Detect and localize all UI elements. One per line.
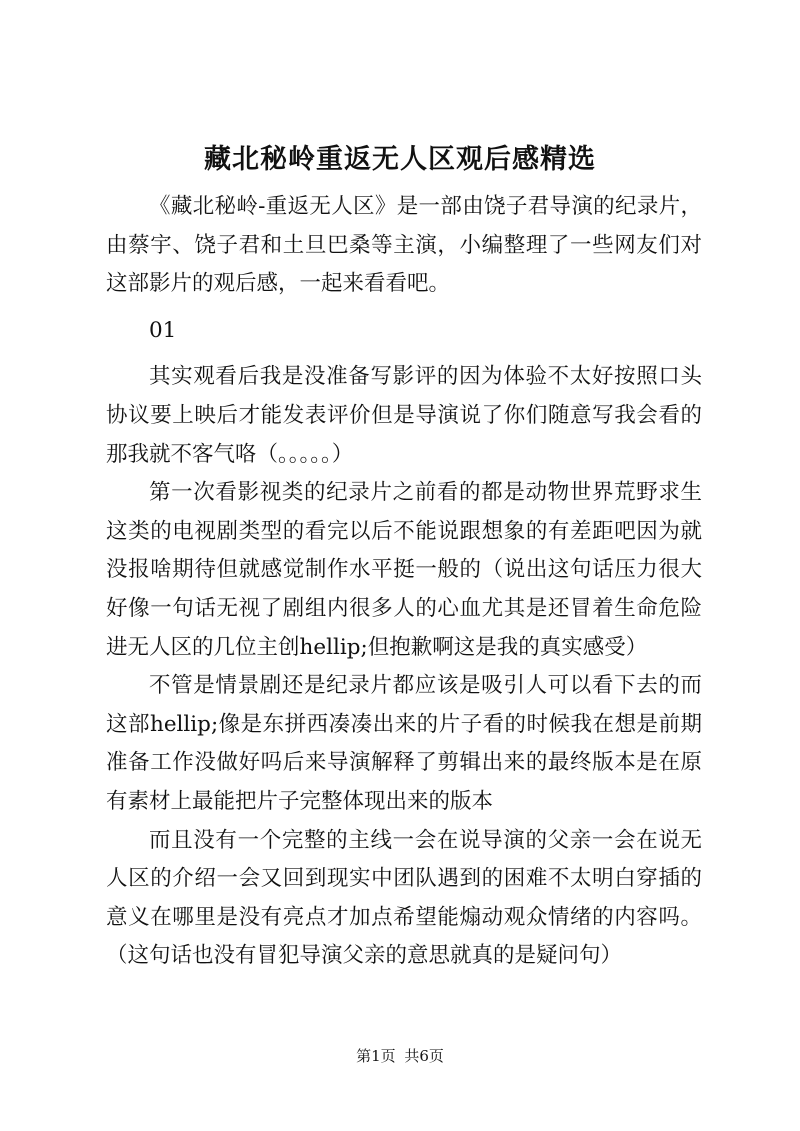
page-total: 共6页 bbox=[404, 1047, 444, 1065]
body-paragraph: 不管是情景剧还是纪录片都应该是吸引人可以看下去的而这部hellip;像是东拼西凑凑出来的片子看的时候我在想是前期准备工作没做好吗后来导演解释了剪辑出来的最终版本是在原有素材上最能把片子完整体现出来的版本 bbox=[106, 673, 702, 814]
intro-paragraph: 《藏北秘岭-重返无人区》是一部由饶子君导演的纪录片，由蔡宇、饶子君和土旦巴桑等主演，小编整理了一些网友们对这部影片的观后感，一起来看看吧。 bbox=[106, 194, 702, 297]
document-title: 藏北秘岭重返无人区观后感精选 bbox=[204, 144, 596, 175]
page-number: 第1页 bbox=[356, 1047, 396, 1065]
body-paragraph: 第一次看影视类的纪录片之前看的都是动物世界荒野求生这类的电视剧类型的看完以后不能说跟想象的有差距吧因为就没报啥期待但就感觉制作水平挺一般的（说出这句话压力很大好像一句话无视了剧组内很多人的心血尤其是还冒着生命危险进无人区的几位主创hellip;但抱歉啊这是我的真实感受） bbox=[106, 480, 702, 660]
page-footer bbox=[0, 1046, 800, 1066]
body-paragraph: 其实观看后我是没准备写影评的因为体验不太好按照口头协议要上映后才能发表评价但是导演说了你们随意写我会看的那我就不客气咯（。。。。。） bbox=[106, 364, 702, 467]
section-number: 01 bbox=[149, 317, 177, 343]
body-paragraph: 而且没有一个完整的主线一会在说导演的父亲一会在说无人区的介绍一会又回到现实中团队遇到的困难不太明白穿插的意义在哪里是没有亮点才加点希望能煽动观众情绪的内容吗。（这句话也没有冒犯导演父亲的意思就真的是疑问句） bbox=[106, 827, 702, 969]
document-body bbox=[106, 188, 702, 976]
